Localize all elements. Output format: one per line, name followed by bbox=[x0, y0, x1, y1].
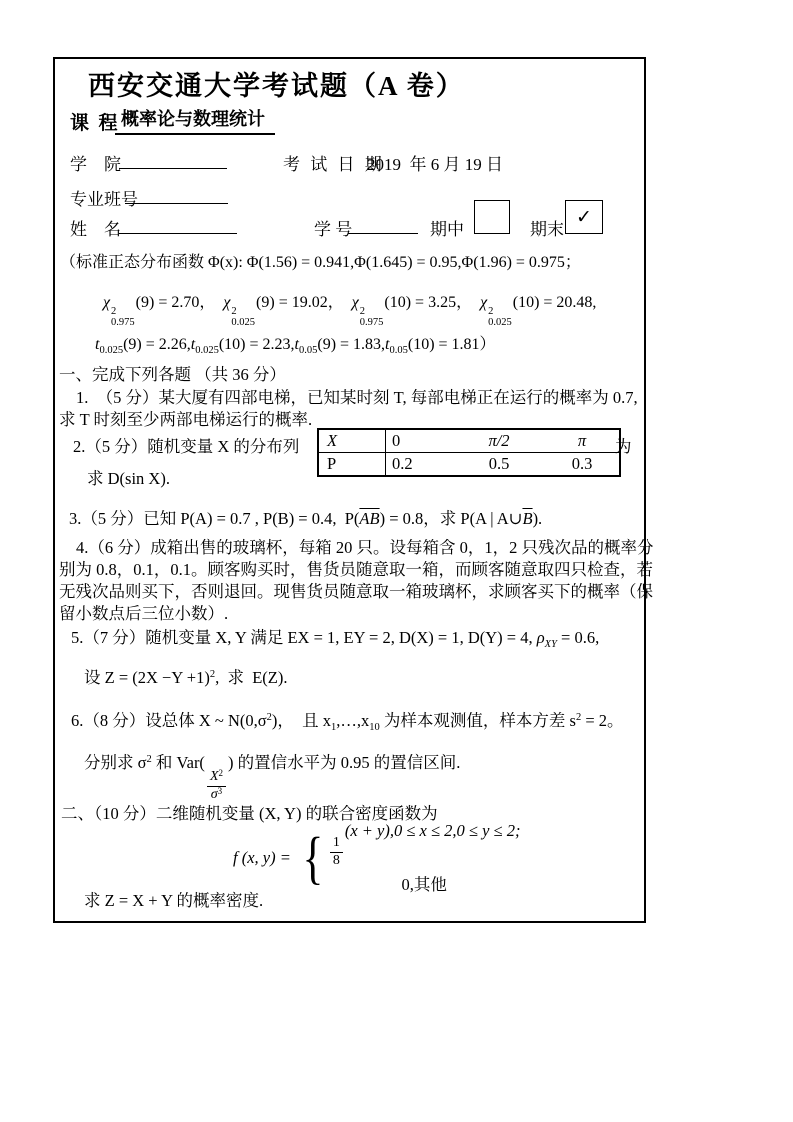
exam-title: 西安交通大学考试题（A 卷） bbox=[88, 71, 465, 101]
question3-line: 3.（5 分）已知 P(A) = 0.7 , P(B) = 0.4, $P(\overline{AB}) = 0.8$，求 P(A | $A\cup\overline{B}$). bbox=[69, 509, 543, 528]
question1-line1: 1. （5 分）某大厦有四部电梯，已知某时刻 T, 每部电梯正在运行的概率为 0.7, bbox=[76, 388, 638, 407]
question6-line2: 分别求 $\sigma^2$ 和 Var( $\frac{X^2}{\sigma^3}$ ) 的置信水平为 0.95 的置信区间. bbox=[84, 753, 461, 803]
question2-ask: 求 D(sin X). bbox=[87, 469, 170, 488]
chi-term: χ 2 0.025 (10) = 20.48, bbox=[480, 294, 597, 328]
chi-term: χ 2 0.975 (10) = 3.25， bbox=[351, 294, 481, 328]
phi-values-line: （标准正态分布函数 Φ(x): Φ(1.56) = 0.941,Φ(1.645) = 0.95,Φ(1.96) = 0.975； bbox=[60, 254, 581, 271]
check-icon: ✓ bbox=[576, 206, 592, 228]
midterm-label: 期中 bbox=[430, 220, 464, 239]
question2-intro: 2.（5 分）随机变量 X 的分布列 bbox=[73, 437, 300, 456]
t-term: $t_{0.05}(10) = 1.81$） bbox=[385, 336, 496, 356]
table-cell: X bbox=[318, 429, 386, 453]
question1-line2: 求 T 时刻至少两部电梯运行的概率. bbox=[59, 410, 313, 429]
name-label: 姓 名 bbox=[70, 220, 121, 239]
table-cell: P bbox=[318, 453, 386, 477]
final-label: 期末 bbox=[530, 220, 564, 239]
question4-line4: 留小数点后三位小数）. bbox=[59, 604, 229, 623]
question4-line2: 别为 0.8，0.1，0.1。顾客购买时，售货员随意取一箱，而顾客随意取四只检查，若 bbox=[59, 560, 653, 579]
equation-case1: $\frac{1}{8}$ (x + y),0 ≤ x ≤ 2,0 ≤ y ≤ 2; bbox=[328, 821, 521, 869]
midterm-checkbox[interactable] bbox=[474, 200, 510, 234]
piecewise-density-equation bbox=[233, 821, 520, 895]
question6-line1: 6.（8 分）设总体 X ~ $N(0,\sigma^2)$， 且 $x_1,\dots,x_{10}$ 为样本观测值，样本方差 $s^2 = 2$。 bbox=[71, 711, 624, 733]
equation-case2: 0,其他 bbox=[401, 875, 447, 895]
course-name: 概率论与数理统计 bbox=[115, 105, 275, 135]
equation-lhs: f (x, y) = bbox=[233, 848, 295, 868]
t-term: $t_{0.025}(9) = 2.26$, bbox=[95, 336, 191, 356]
exam-date-value: 2019 年 6 月 19 日 bbox=[367, 155, 503, 174]
final-checkbox[interactable] bbox=[565, 200, 603, 234]
question4-line3: 无残次品则买下，否则退回。现售货员随意取一箱玻璃杯，求顾客买下的概率（保 bbox=[59, 582, 653, 601]
table-cell: 0 bbox=[392, 431, 401, 450]
question4-line1: 4.（6 分）成箱出售的玻璃杯，每箱 20 只。设每箱含 0，1，2 只残次品的概率分 bbox=[76, 538, 654, 557]
chi-term: χ 2 0.975 (9) = 2.70， bbox=[103, 294, 224, 328]
section2-heading: 二、（10 分）二维随机变量 (X, Y) 的联合密度函数为 bbox=[61, 804, 438, 823]
table-row-p bbox=[318, 453, 620, 477]
class-label: 专业班号 bbox=[70, 190, 138, 209]
exam-sheet-border bbox=[53, 57, 654, 923]
school-label: 学 院 bbox=[70, 155, 121, 174]
table-cell: 0.2 bbox=[386, 453, 454, 477]
distribution-table bbox=[317, 428, 621, 477]
table-row-x bbox=[318, 429, 620, 453]
school-blank-field[interactable] bbox=[119, 150, 227, 169]
t-term: $t_{0.025}(10) = 2.23$, bbox=[190, 336, 295, 356]
section2-ask: 求 Z = X + Y 的概率密度. bbox=[84, 891, 264, 910]
table-cell: 0.5 bbox=[453, 453, 545, 477]
exam-date-label: 考 试 日 期 bbox=[283, 155, 385, 174]
student-id-blank-field[interactable] bbox=[348, 215, 418, 234]
student-id-label: 学 号 bbox=[314, 220, 353, 239]
section1-heading: 一、完成下列各题 （共 36 分） bbox=[59, 365, 286, 384]
question5-line2: 设 $Z = (2X -Y +1)^2$, 求 E(Z). bbox=[84, 668, 288, 687]
question5-line1: 5.（7 分）随机变量 X, Y 满足 EX = 1, EY = 2, D(X) = 1, D(Y) = 4, $\rho_{XY} = 0.6$, bbox=[71, 628, 600, 650]
table-cell: π bbox=[577, 431, 587, 450]
t-term: $t_{0.05}(9) = 1.83$, bbox=[294, 336, 386, 356]
class-blank-field[interactable] bbox=[125, 185, 228, 204]
chi-term: χ 2 0.025 (9) = 19.02， bbox=[223, 294, 352, 328]
name-blank-field[interactable] bbox=[119, 215, 237, 234]
one-eighth-fraction: $\frac{1}{8}$ bbox=[330, 835, 343, 869]
question2-suffix: 为 bbox=[615, 437, 632, 456]
table-cell: π/2 bbox=[488, 431, 510, 450]
table-cell: 0.3 bbox=[545, 453, 620, 477]
variance-fraction: $\frac{X^2}{\sigma^3}$ bbox=[207, 769, 226, 803]
left-brace: { bbox=[302, 825, 324, 890]
course-label: 课 程 bbox=[70, 113, 118, 134]
